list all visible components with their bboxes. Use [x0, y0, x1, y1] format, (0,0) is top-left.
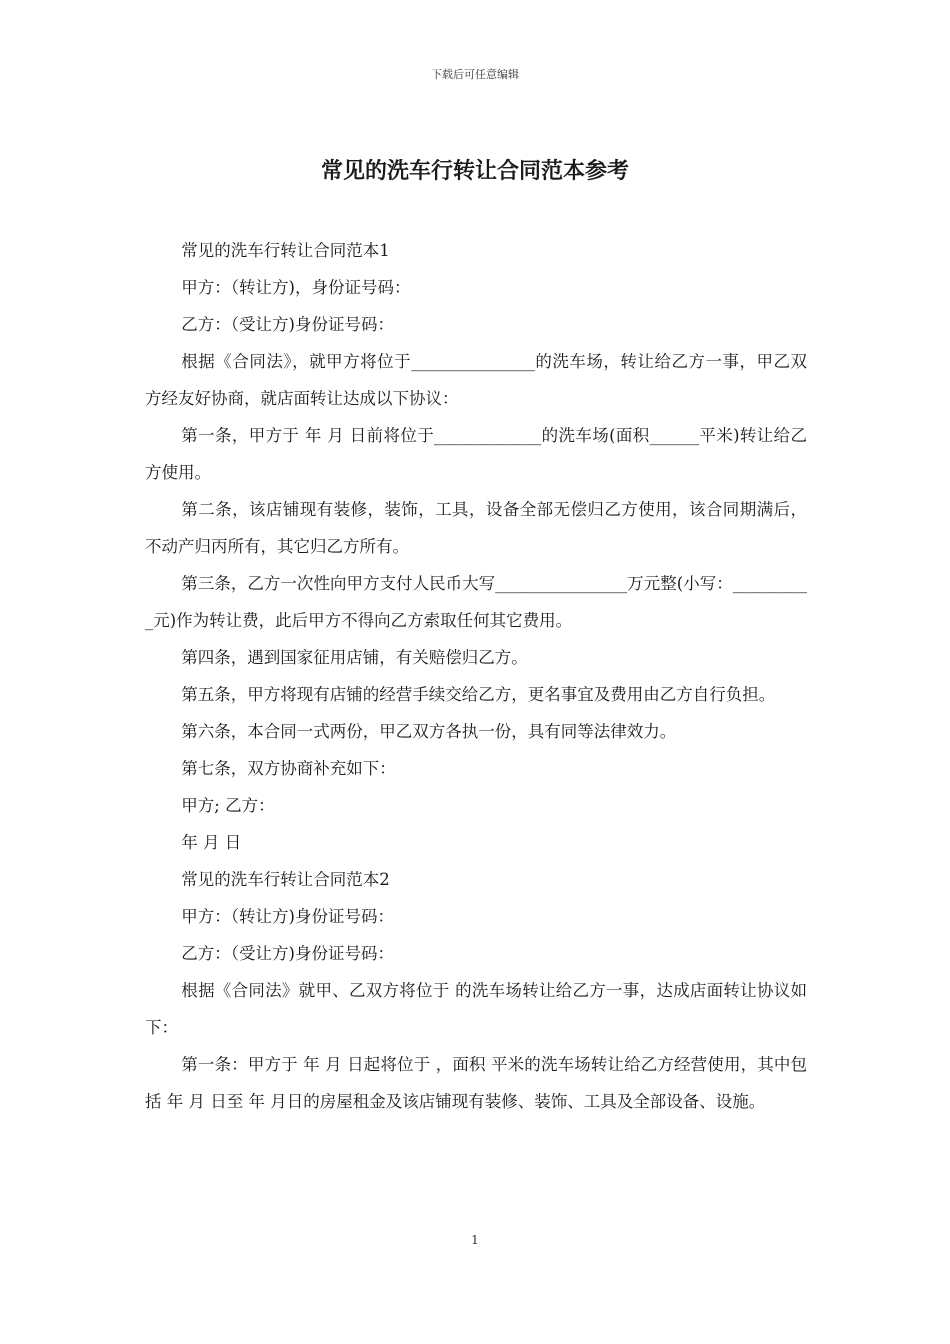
- signature-line: 甲方; 乙方：: [181, 796, 275, 815]
- section-heading-1: 常见的洗车行转让合同范本1: [181, 241, 390, 260]
- article-1-section-2: 第一条：甲方于 年 月 日起将位于 ，面积 平米的洗车场转让给乙方经营使用，其中包括 年 月 日至 年 月日的房屋租金及该店铺现有装修、装饰、工具及全部设备、设施。: [145, 1055, 807, 1111]
- preamble-paragraph-2: 根据《合同法》就甲、乙双方将位于 的洗车场转让给乙方一事，达成店面转让协议如下：: [145, 981, 807, 1037]
- article-6: 第六条，本合同一式两份，甲乙双方各执一份，具有同等法律效力。: [181, 722, 677, 741]
- preamble-paragraph: 根据《合同法》，就甲方将位于_______________的洗车场，转让给乙方一事，甲乙双方经友好协商，就店面转让达成以下协议：: [145, 352, 807, 408]
- article-7: 第七条，双方协商补充如下：: [181, 759, 396, 778]
- party-a-line: 甲方：（转让方)，身份证号码：: [181, 278, 411, 297]
- page-number: 1: [471, 1233, 479, 1247]
- article-2: 第二条，该店铺现有装修，装饰，工具，设备全部无偿归乙方使用，该合同期满后，不动产归丙所有，其它归乙方所有。: [145, 500, 807, 556]
- article-1: 第一条，甲方于 年 月 日前将位于_____________的洗车场(面积______平米)转让给乙方使用。: [145, 426, 807, 482]
- article-4: 第四条，遇到国家征用店铺，有关赔偿归乙方。: [181, 648, 528, 667]
- party-a-line-2: 甲方：（转让方)身份证号码：: [181, 907, 394, 926]
- header-note: 下载后可任意编辑: [431, 68, 519, 81]
- date-line: 年 月 日: [181, 833, 242, 852]
- article-5: 第五条，甲方将现有店铺的经营手续交给乙方，更名事宜及费用由乙方自行负担。: [181, 685, 776, 704]
- party-b-line: 乙方：（受让方)身份证号码：: [181, 315, 394, 334]
- article-3: 第三条，乙方一次性向甲方支付人民币大写________________万元整(小写：__________元)作为转让费，此后甲方不得向乙方索取任何其它费用。: [145, 574, 807, 630]
- party-b-line-2: 乙方：（受让方)身份证号码：: [181, 944, 394, 963]
- section-heading-2: 常见的洗车行转让合同范本2: [181, 870, 390, 889]
- document-body: [145, 232, 807, 1120]
- document-title: 常见的洗车行转让合同范本参考: [320, 158, 629, 184]
